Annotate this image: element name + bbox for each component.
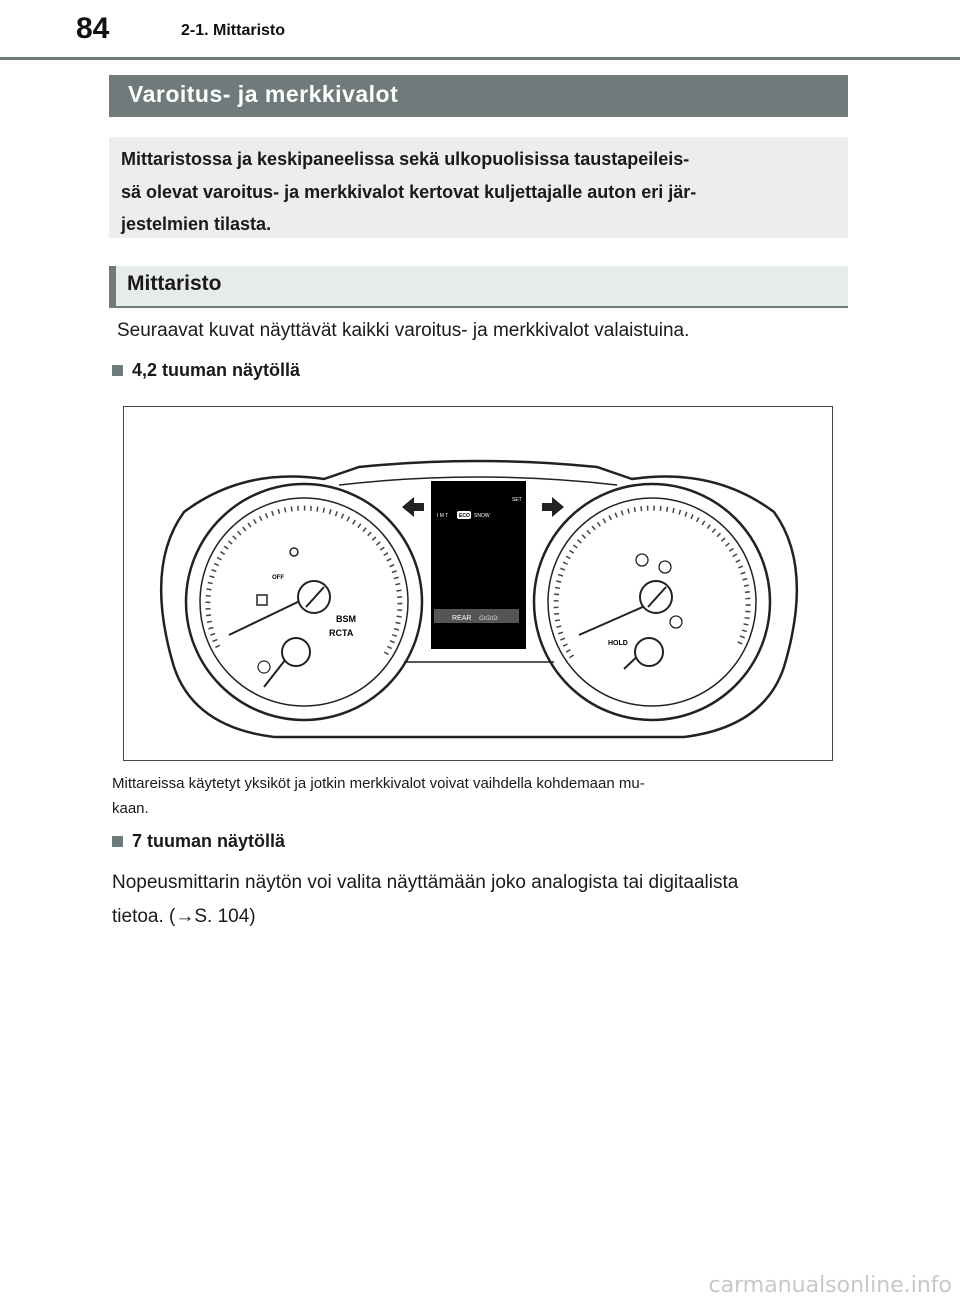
off-label: OFF	[272, 575, 284, 581]
intro-box	[109, 137, 848, 238]
engine-icon	[290, 548, 298, 556]
bullet-square-icon	[112, 365, 123, 376]
temp-knob	[635, 638, 663, 666]
turn-right-icon	[542, 497, 564, 517]
paragraph-line: tietoa. (→S. 104)	[112, 906, 256, 927]
caption-line: kaan.	[112, 800, 149, 817]
page-number: 84	[76, 12, 110, 45]
bullet-square-icon	[112, 836, 123, 847]
intro-line: sä olevat varoitus- ja merkkivalot kertovat kuljettajalle auton eri jär-	[121, 181, 697, 202]
bullet-heading-4-2	[112, 360, 300, 381]
figure-caption	[112, 771, 812, 821]
paragraph-line: Nopeusmittarin näytön voi valita näyttämään joko analogista tai digitaalista	[112, 872, 739, 893]
bullet-heading-label: 4,2 tuuman näytöllä	[132, 360, 301, 380]
warning-icon	[257, 595, 267, 605]
header-divider	[0, 57, 960, 60]
svg-text:ɷɷɷ: ɷɷɷ	[479, 613, 498, 622]
chapter-title: 2-1. Mittaristo	[181, 22, 286, 39]
steering-icon	[659, 561, 671, 573]
section-title: Varoitus- ja merkkivalot	[109, 75, 848, 117]
brake-icon	[670, 616, 682, 628]
instrument-cluster-illustration	[124, 407, 832, 760]
bullet-heading-label: 7 tuuman näytöllä	[132, 831, 286, 851]
snow-label: SNOW	[474, 513, 490, 519]
caption-line: Mittareissa käytetyt yksiköt ja jotkin merkkivalot voivat vaihdella kohdemaan mu-	[112, 775, 645, 792]
instrument-cluster-figure	[123, 406, 833, 761]
display-paragraph	[112, 866, 842, 934]
set-label: SET	[512, 497, 522, 503]
center-display	[431, 481, 526, 649]
parking-brake-icon	[636, 554, 648, 566]
intro-line: Mittaristossa ja keskipaneelissa sekä ulkopuolisissa taustapeileis-	[121, 149, 690, 169]
hold-label: HOLD	[608, 640, 628, 647]
eco-label: ECO	[459, 513, 470, 519]
speedometer-gauge	[534, 484, 770, 720]
watermark: carmanualsonline.info	[708, 1273, 952, 1298]
turn-left-icon	[402, 497, 424, 517]
imt-label: I M T	[437, 513, 449, 519]
bsm-label: BSM	[336, 614, 356, 624]
fuel-knob	[282, 638, 310, 666]
subsection-title: Mittaristo	[109, 266, 848, 308]
intro-line: jestelmien tilasta.	[121, 214, 272, 234]
bullet-heading-7	[112, 831, 285, 852]
rear-label: REAR	[452, 615, 472, 622]
tachometer-gauge	[186, 484, 422, 720]
lead-text: Seuraavat kuvat näyttävät kaikki varoitus- ja merkkivalot valaistuina.	[117, 320, 690, 341]
rcta-label: RCTA	[329, 628, 354, 638]
